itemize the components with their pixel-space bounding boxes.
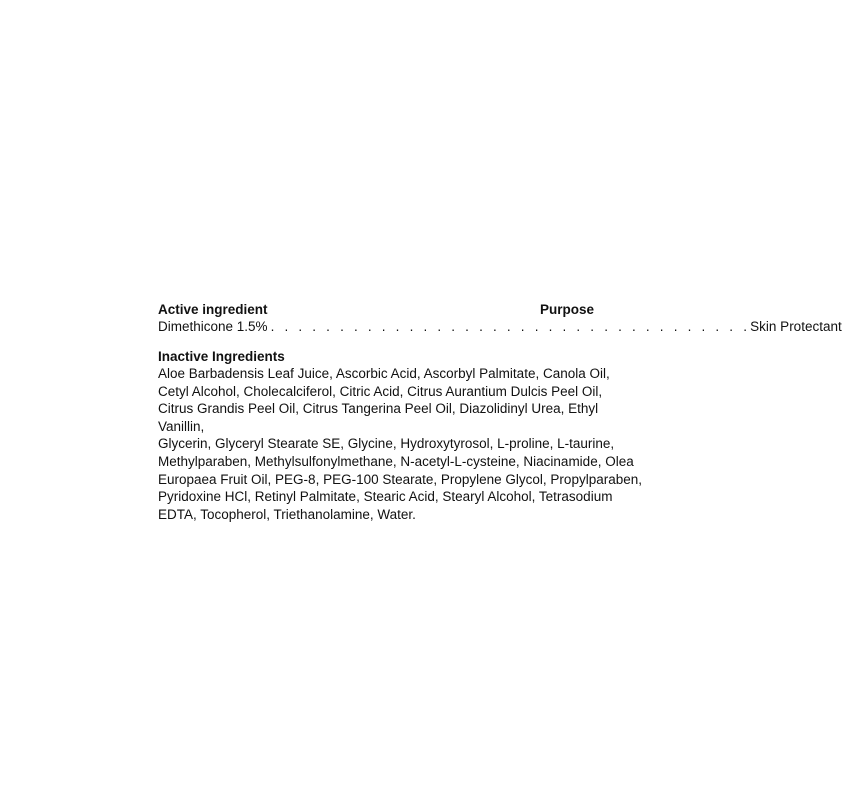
leader-dots: . . . . . . . . . . . . . . . . . . . . . . . . . . . . . . . . . . . [270,319,751,334]
inactive-line: Pyridoxine HCl, Retinyl Palmitate, Stearic Acid, Stearyl Alcohol, Tetrasodium [158,489,613,505]
inactive-line: Citrus Grandis Peel Oil, Citrus Tangerina Peel Oil, Diazolidinyl Urea, Ethyl Vanillin, [158,401,599,434]
inactive-line: Methylparaben, Methylsulfonylmethane, N-acetyl-L-cysteine, Niacinamide, Olea [158,453,634,469]
inactive-ingredients-heading: Inactive Ingredients [158,349,285,364]
inactive-line: EDTA, Tocopherol, Triethanolamine, Water. [158,506,416,522]
active-ingredient-name: Dimethicone 1.5% [158,319,268,334]
drug-facts-panel [158,302,842,523]
facts-header-row [158,302,648,318]
active-ingredient-row [158,318,842,335]
inactive-line: Aloe Barbadensis Leaf Juice, Ascorbic Acid, Ascorbyl Palmitate, Canola Oil, [158,366,610,381]
active-ingredient-heading: Active ingredient [158,302,268,317]
inactive-line: Europaea Fruit Oil, PEG-8, PEG-100 Stearate, Propylene Glycol, Propylparaben, [158,471,642,487]
inactive-ingredients-list [158,365,648,523]
purpose-value: Skin Protectant [750,319,842,334]
inactive-line: Glycerin, Glyceryl Stearate SE, Glycine, Hydroxytyrosol, L-proline, L-taurine, [158,436,615,452]
inactive-line: Cetyl Alcohol, Cholecalciferol, Citric Acid, Citrus Aurantium Dulcis Peel Oil, [158,383,603,399]
purpose-heading: Purpose [540,302,595,317]
